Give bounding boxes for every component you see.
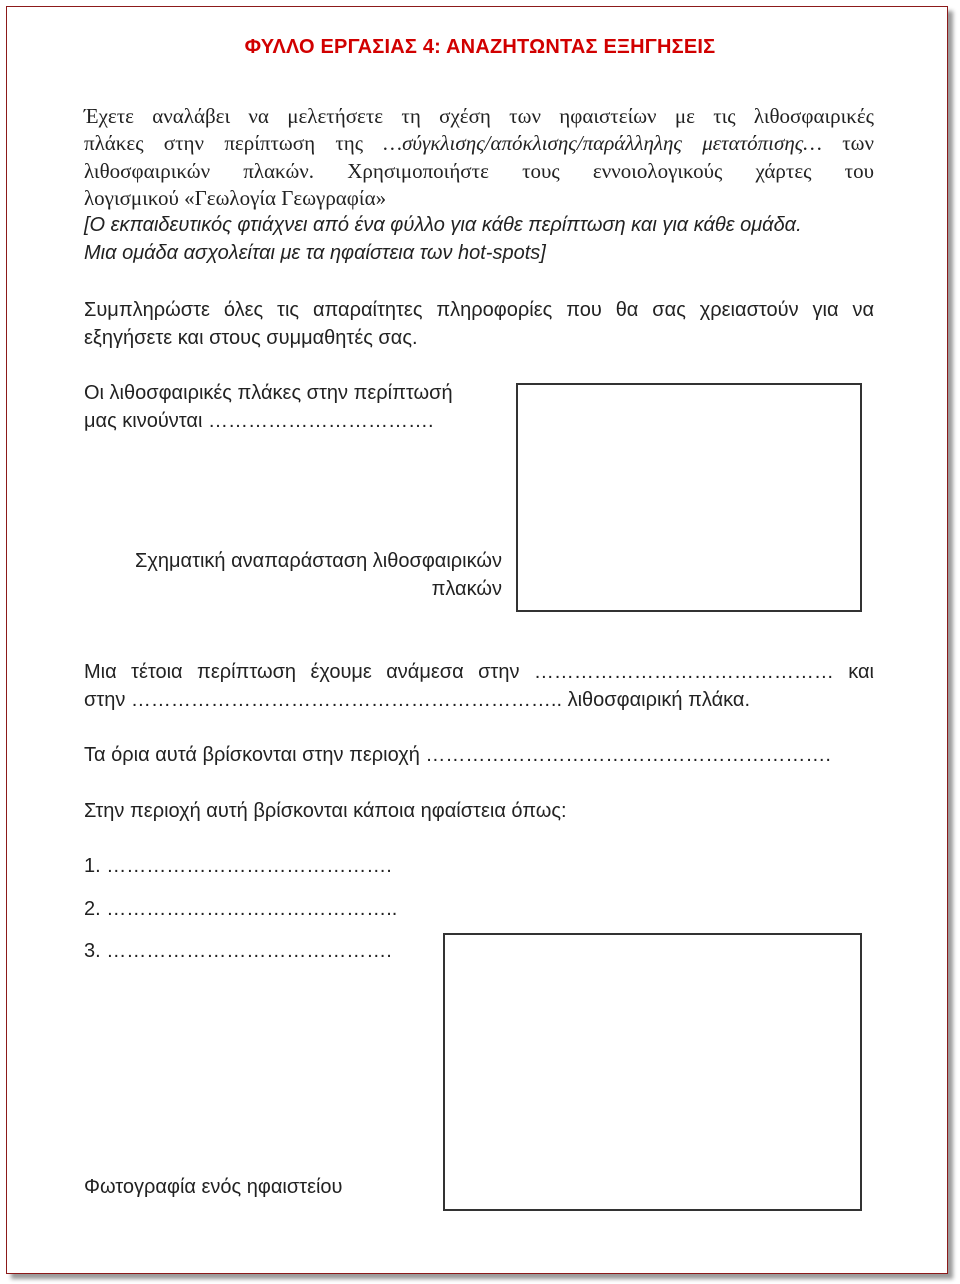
teacher-note-line-1: [Ο εκπαιδευτικός φτιάχνει από ένα φύλλο για κάθε περίπτωση και για κάθε ομάδα. — [84, 214, 802, 236]
volcano-item-1[interactable]: 1. ……………………………………. — [84, 855, 392, 877]
volcano-photo-box[interactable] — [443, 933, 862, 1211]
plates-between-line-1[interactable]: Μια τέτοια περίπτωση έχουμε ανάμεσα στην ……………………………………… και — [84, 661, 874, 683]
movement-line-1: Οι λιθοσφαιρικές πλάκες στην περίπτωσή — [84, 382, 453, 404]
teacher-note-line-2: Μια ομάδα ασχολείται με τα ηφαίστεια των hot-spots] — [84, 242, 546, 264]
intro-line-2-end: των — [821, 131, 874, 155]
diagram-caption-line-2: πλακών — [431, 578, 502, 600]
diagram-caption-line-1: Σχηματική αναπαράσταση λιθοσφαιρικών — [135, 550, 502, 572]
plates-diagram-box[interactable] — [516, 383, 862, 612]
volcano-item-2[interactable]: 2. …………………………………….. — [84, 898, 398, 920]
boundary-region-line[interactable]: Τα όρια αυτά βρίσκονται στην περιοχή ……………………………………………………. — [84, 744, 831, 766]
photo-caption: Φωτογραφία ενός ηφαιστείου — [84, 1176, 343, 1198]
volcanoes-intro: Στην περιοχή αυτή βρίσκονται κάποια ηφαίστεια όπως: — [84, 800, 567, 822]
instruction-line-1: Συμπληρώστε όλες τις απαραίτητες πληροφορίες που θα σας χρειαστούν για να — [84, 299, 874, 321]
plates-between-line-2[interactable]: στην ……………………………………………………….. λιθοσφαιρική πλάκα. — [84, 689, 751, 711]
instruction-line-2: εξηγήσετε και στους συμμαθητές σας. — [84, 327, 418, 349]
movement-blank[interactable]: μας κινούνται ……………………………. — [84, 410, 434, 432]
intro-line-1: Έχετε αναλάβει να μελετήσετε τη σχέση των ηφαιστείων με τις λιθοσφαιρικές — [84, 104, 874, 128]
volcano-item-3[interactable]: 3. ……………………………………. — [84, 940, 392, 962]
intro-line-3: λιθοσφαιρικών πλακών. Χρησιμοποιήστε τους εννοιολογικούς χάρτες του — [84, 159, 874, 183]
intro-line-2-start: πλάκες στην περίπτωση της — [84, 131, 384, 155]
intro-line-2 — [84, 130, 874, 157]
worksheet-title: ΦΥΛΛΟ ΕΡΓΑΣΙΑΣ 4: ΑΝΑΖΗΤΩΝΤΑΣ ΕΞΗΓΗΣΕΙΣ — [244, 36, 716, 58]
intro-case-options: …σύγκλισης/απόκλισης/παράλληλης μετατόπισης… — [383, 131, 822, 155]
intro-line-4: λογισμικού «Γεωλογία Γεωγραφία» — [84, 186, 387, 210]
